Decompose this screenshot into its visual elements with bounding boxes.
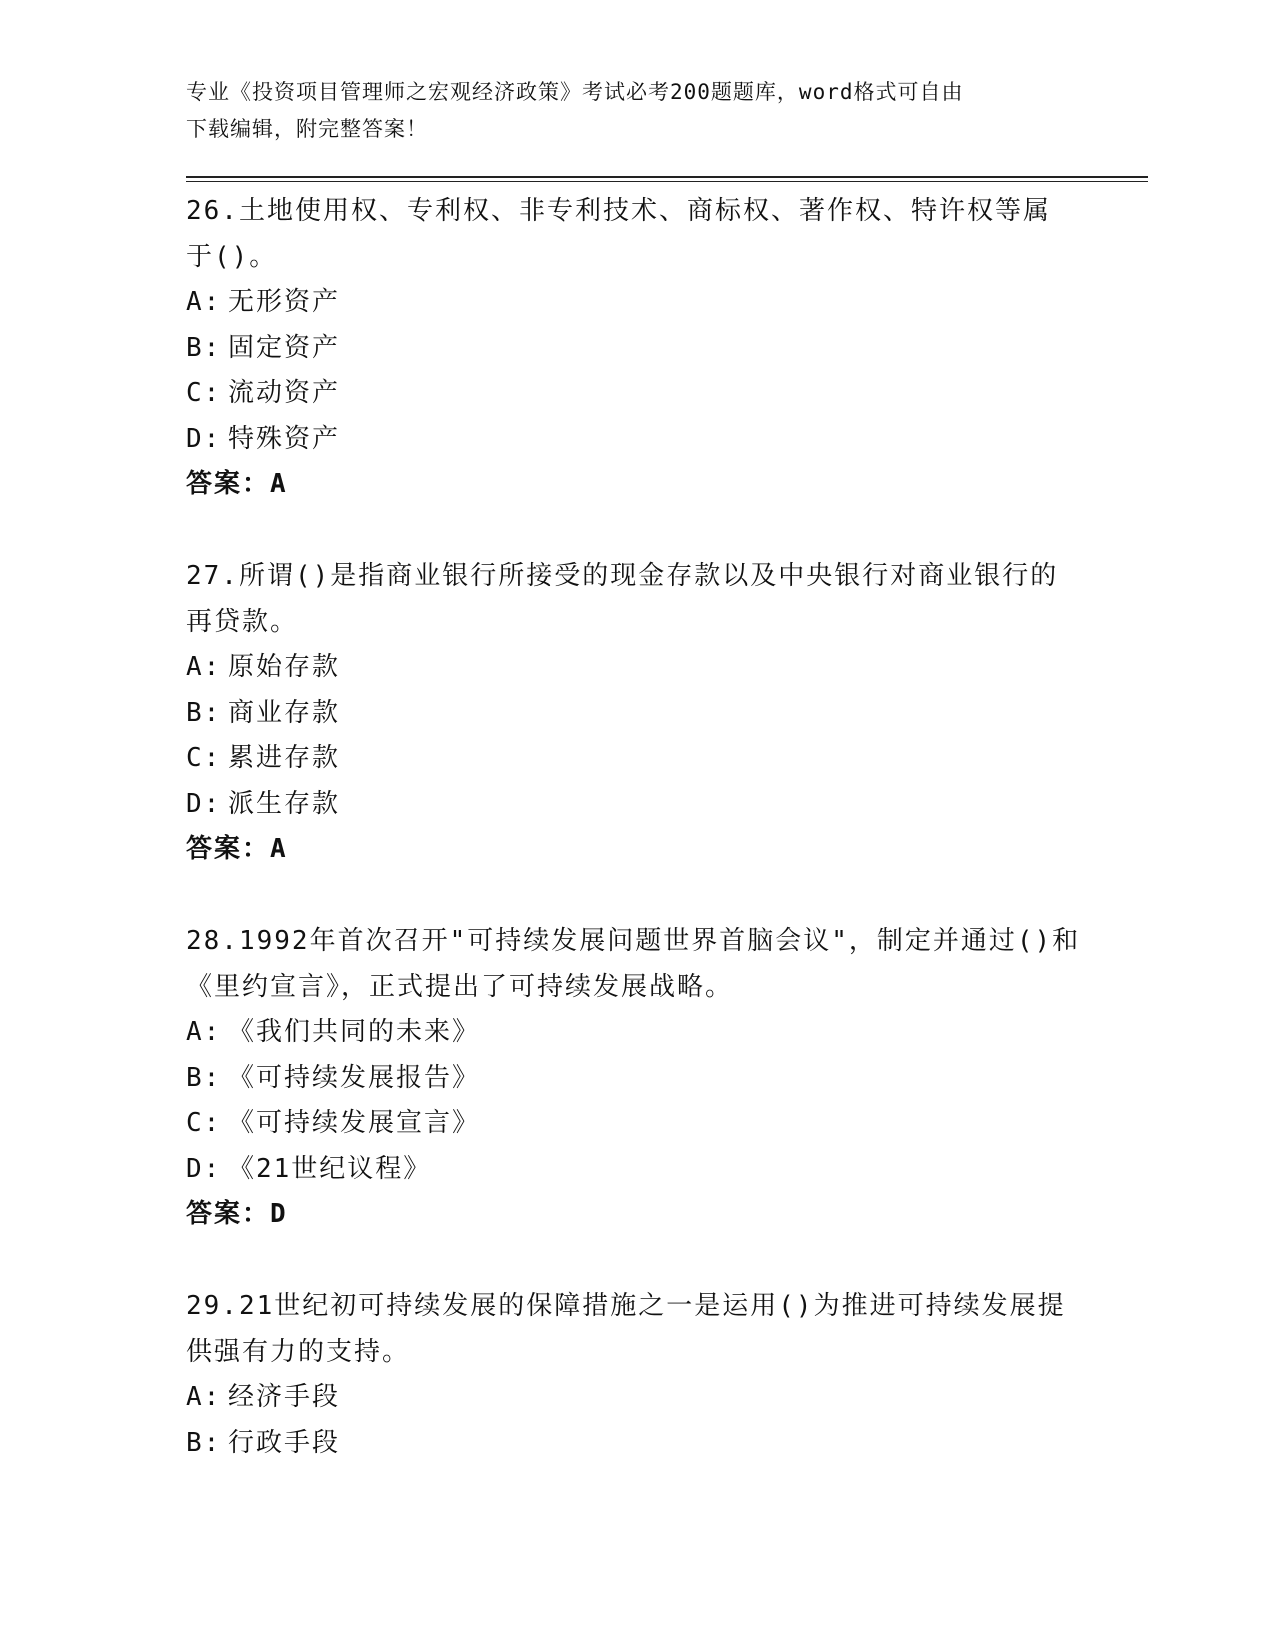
option-c [186, 371, 1086, 417]
question-28 [186, 918, 1086, 1237]
option-text: 流动资产 [228, 378, 341, 408]
option-text: 原始存款 [228, 652, 341, 682]
option-letter: D: [186, 1153, 222, 1184]
option-a [186, 1010, 1086, 1056]
question-stem-line: 《里约宣言》，正式提出了可持续发展战略。 [186, 972, 734, 1002]
option-text: 特殊资产 [228, 423, 341, 454]
option-text: 商业存款 [228, 697, 341, 728]
option-letter: C: [186, 743, 222, 773]
option-a [186, 645, 1086, 691]
question-stem-line: 供强有力的支持。 [186, 1337, 411, 1367]
option-letter: B: [186, 1062, 222, 1093]
document-header [186, 74, 1086, 148]
header-line-2: 下载编辑，附完整答案！ [186, 117, 428, 141]
option-text: 《我们共同的未来》 [228, 1017, 481, 1047]
question-stem-line: 28.1992年首次召开"可持续发展问题世界首脑会议"，制定并通过()和 [186, 926, 1081, 956]
question-stem-line: 27.所谓()是指商业银行所接受的现金存款以及中央银行对商业银行的 [186, 561, 1059, 591]
header-divider-thin [186, 181, 1148, 182]
question-stem-line: 于()。 [186, 242, 278, 272]
option-text: 无形资产 [228, 287, 341, 317]
header-divider-thick [186, 176, 1148, 178]
option-c [186, 736, 1086, 782]
header-line-1: 专业《投资项目管理师之宏观经济政策》考试必考200题题库，word格式可自由 [186, 80, 964, 104]
question-list [186, 188, 1086, 1512]
option-text: 派生存款 [228, 788, 341, 819]
option-letter: D: [186, 788, 222, 819]
option-b [186, 1056, 1086, 1102]
option-b [186, 1421, 1086, 1467]
option-letter: D: [186, 423, 222, 454]
answer-line: 答案：A [186, 469, 288, 499]
option-text: 累进存款 [228, 743, 341, 773]
question-26 [186, 188, 1086, 507]
option-b [186, 326, 1086, 372]
answer-line: 答案：A [186, 834, 288, 864]
option-text: 《可持续发展宣言》 [228, 1108, 481, 1138]
option-b [186, 691, 1086, 737]
question-29 [186, 1283, 1086, 1466]
option-c [186, 1101, 1086, 1147]
option-letter: A: [186, 652, 222, 682]
option-text: 经济手段 [228, 1382, 341, 1412]
question-stem-line: 29.21世纪初可持续发展的保障措施之一是运用()为推进可持续发展提 [186, 1291, 1066, 1321]
option-letter: C: [186, 1108, 222, 1138]
option-letter: B: [186, 1427, 222, 1458]
option-text: 《21世纪议程》 [228, 1153, 432, 1184]
option-letter: A: [186, 1382, 222, 1412]
option-d [186, 417, 1086, 463]
option-letter: B: [186, 697, 222, 728]
option-text: 《可持续发展报告》 [228, 1062, 481, 1093]
option-a [186, 1375, 1086, 1421]
option-text: 固定资产 [228, 332, 341, 363]
option-letter: B: [186, 332, 222, 363]
option-text: 行政手段 [228, 1427, 341, 1458]
question-27 [186, 553, 1086, 872]
answer-line: 答案：D [186, 1199, 288, 1229]
option-letter: A: [186, 1017, 222, 1047]
option-d [186, 782, 1086, 828]
option-letter: C: [186, 378, 222, 408]
option-d [186, 1147, 1086, 1193]
question-stem-line: 再贷款。 [186, 607, 299, 637]
question-stem-line: 26.土地使用权、专利权、非专利技术、商标权、著作权、特许权等属 [186, 196, 1051, 226]
option-letter: A: [186, 287, 222, 317]
option-a [186, 280, 1086, 326]
